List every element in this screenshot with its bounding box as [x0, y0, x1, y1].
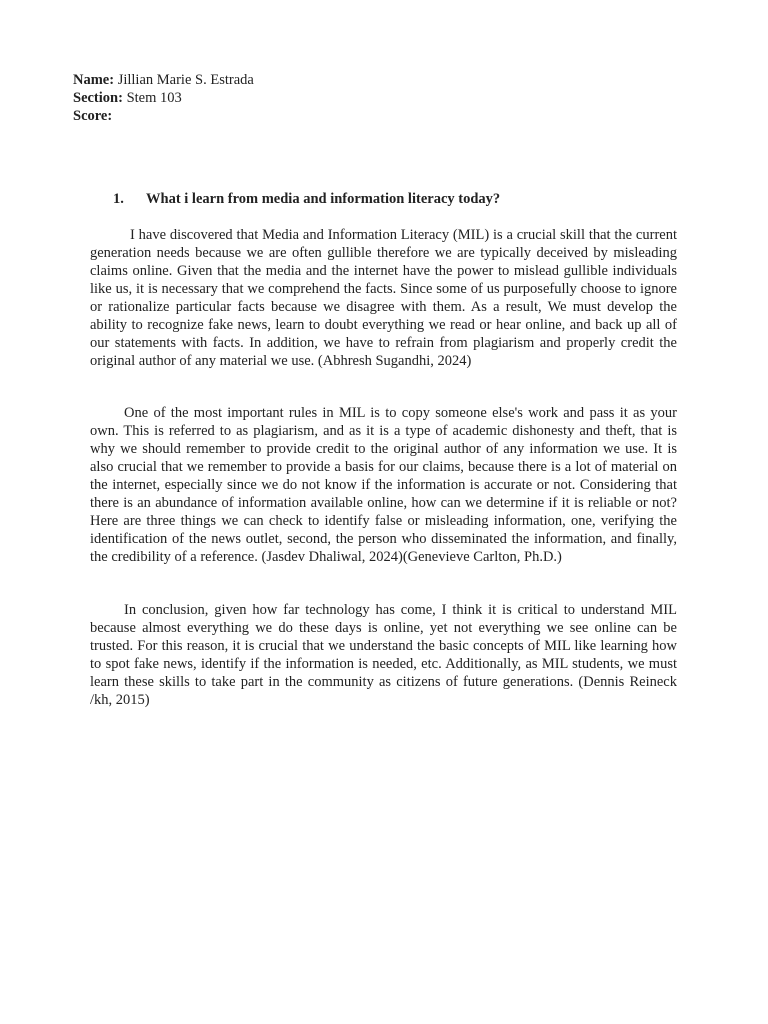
- section-label: Section:: [73, 90, 123, 106]
- score-label: Score:: [73, 108, 113, 124]
- question-heading: [113, 190, 500, 208]
- question-text: What i learn from media and information literacy today?: [146, 191, 501, 207]
- section-value: Stem 103: [126, 90, 182, 106]
- section-row: [73, 89, 254, 107]
- student-info-header: [73, 71, 254, 125]
- paragraph-2: One of the most important rules in MIL is to copy someone else's work and pass it as your own. This is referred to as plagiarism, and as it is a type of academic dishonesty and theft, that is why we should remember to provide credit to the original author of any information we use. It is also crucial that we remember to provide a basis for our claims, because there is a lot of material on the internet, especially since we do not know if the information is accurate or not. Considering that there is an abundance of information available online, how can we determine if it is reliable or not? Here are three things we can check to identify false or misleading information, one, verifying the identification of the news outlet, second, the person who disseminated the information, and finally, the credibility of a reference. (Jasdev Dhaliwal, 2024)(Genevieve Carlton, Ph.D.): [90, 405, 677, 565]
- score-row: [73, 107, 254, 125]
- paragraph-3: In conclusion, given how far technology has come, I think it is critical to understand MIL because almost everything we do these days is online, yet not everything we see online can be trusted. For this reason, it is crucial that we understand the basic concepts of MIL like learning how to spot fake news, identify if the information is needed, etc. Additionally, as MIL students, we must learn these skills to take part in the community as citizens of future generations. (Dennis Reineck /kh, 2015): [90, 602, 677, 708]
- name-value: Jillian Marie S. Estrada: [117, 72, 254, 88]
- name-row: [73, 71, 254, 89]
- question-number: 1.: [113, 191, 124, 207]
- paragraph-1: I have discovered that Media and Information Literacy (MIL) is a crucial skill that the current generation needs because we are often gullible therefore we are typically deceived by misleading claims online. Given that the media and the internet have the power to mislead gullible individuals like us, it is necessary that we comprehend the facts. Since some of us purposefully choose to ignore or rationalize particular facts because we disagree with them. As a result, We must develop the ability to recognize fake news, learn to doubt everything we read or hear online, and back up all of our statements with facts. In addition, we have to refrain from plagiarism and properly credit the original author of any material we use. (Abhresh Sugandhi, 2024): [90, 227, 677, 369]
- name-label: Name:: [73, 72, 115, 88]
